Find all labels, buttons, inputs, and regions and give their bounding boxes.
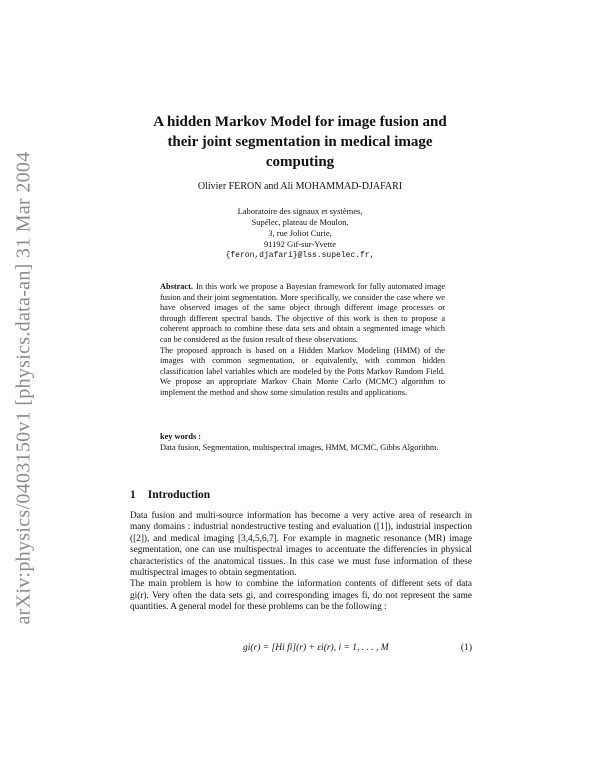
abstract-text: In this work we propose a Bayesian framework for fully automated image fusion and their joint segmentation. More specifically, we consider the case where we have observed images of the same object through different image processes or through different spectral bands. The objective of this work is then to propose a coherent approach to combine these data sets and obtain a segmented image which can be considered as the fusion result of these observations. [160, 282, 445, 344]
section-body [130, 511, 472, 614]
author-list: Olivier FERON and Ali MOHAMMAD-DJAFARI [197, 181, 403, 192]
affiliation-line: Laboratoire des signaux et systèmes, [237, 206, 363, 216]
abstract-paragraph [160, 282, 445, 346]
equation-expression: gi(r) = [Hi fi](r) + εi(r), i = 1, . . . , M [243, 643, 389, 653]
keywords [160, 432, 445, 453]
abstract [160, 282, 445, 399]
keywords-text: Data fusion, Segmentation, multispectral images, HMM, MCMC, Gibbs Algorithm. [160, 442, 439, 452]
body-paragraph: The main problem is how to combine the information contents of different sets of data gi(r). Very often the data sets gi, and corresponding images fi, do not represent the same quantities. A general model for these problems can be the following : [130, 579, 472, 613]
body-paragraph: Data fusion and multi-source information has become a very active area of research in many domains : industrial nondestructive testing and evaluation ([1]), industrial inspection ([2]), and medical imaging [3,4,5,6,7]. For example in magnetic resonance (MR) image segmentation, one can use multispectral images to accentuate the differencies in physical characteristics of the anatomical tissues. In this case we must fuse information of these multispectral images to obtain segmentation. [130, 511, 472, 579]
author-email: {feron,djafari}@lss.supelec.fr, [225, 251, 375, 260]
section-title: Introduction [147, 489, 211, 501]
affiliation-line: 91192 Gif-sur-Yvette [263, 239, 337, 249]
equation-number: (1) [460, 643, 472, 653]
abstract-paragraph: The proposed approach is based on a Hidden Markov Modeling (HMM) of the images with common segmentation, or equivalently, with common hidden classification label variables which are modeled by the Potts Markov Random Field. We propose an appropriate Markov Chain Monte Carlo (MCMC) algorithm to implement the method and show some simulation results and applications. [160, 345, 445, 397]
title-line: computing [265, 154, 335, 170]
title-line: A hidden Markov Model for image fusion and [153, 114, 447, 130]
arxiv-identifier: arXiv:physics/0403150v1 [physics.data-an] 31 Mar 2004 [12, 151, 35, 625]
affiliation-line: 3, rue Joliot Curie, [268, 228, 332, 238]
affiliation [150, 206, 450, 261]
keywords-label: key words : [160, 432, 202, 441]
section-number: 1 [130, 489, 136, 501]
section-heading [130, 489, 210, 501]
abstract-label: Abstract. [160, 282, 193, 291]
affiliation-line: Supélec, plateau de Moulon, [251, 217, 349, 227]
paper-title [130, 112, 470, 172]
title-line: their joint segmentation in medical image [167, 134, 433, 150]
equation [130, 643, 472, 657]
